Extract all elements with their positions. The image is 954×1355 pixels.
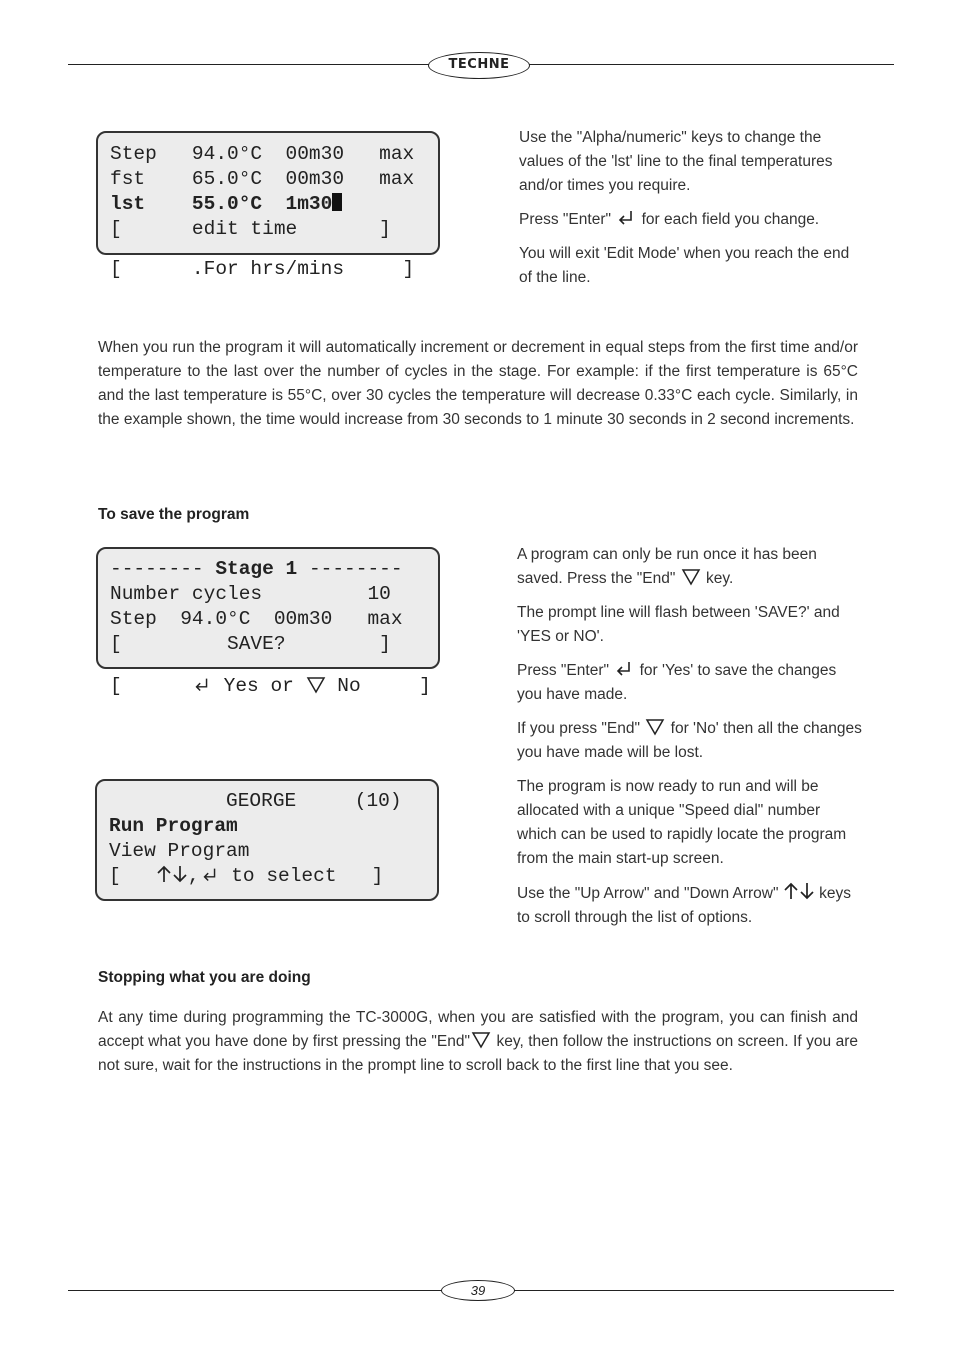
arrow-keys-a: Use the "Up Arrow" and "Down Arrow" [517, 885, 779, 902]
bracket-close: ] [371, 865, 384, 887]
lcd-line-edit: [ edit time ] [110, 218, 391, 240]
stage-label: Stage 1 [215, 558, 298, 580]
arrow-keys-b: keys to scroll through the list of options. [517, 885, 852, 926]
exit-edit-text: You will exit 'Edit Mode' when you reach the end of the line. [519, 245, 850, 286]
bracket-close: ] [419, 675, 431, 697]
lcd-prompt-yes-no [110, 674, 431, 699]
enter-key-icon [200, 866, 220, 884]
enter-text-b: for each field you change. [641, 211, 820, 228]
stop-heading: Stopping what you are doing [98, 969, 311, 986]
to-select-label: to select [231, 865, 337, 887]
down-arrow-icon [799, 881, 815, 901]
lcd-george-line: GEORGE (10) [109, 790, 402, 812]
enter-text [519, 208, 859, 232]
press-enter-b: for 'Yes' to save the changes you have made. [517, 662, 837, 703]
saved-text-a: A program can only be run once it has been saved. Press the "End" [517, 546, 817, 587]
lcd-step-line: Step 94.0°C 00m30 max [110, 608, 403, 630]
techne-logo: TECHNE [428, 52, 530, 79]
comma: , [187, 865, 200, 887]
lcd-run-screen [95, 779, 439, 901]
up-arrow-icon [156, 864, 172, 884]
cursor-block [332, 193, 342, 211]
speed-dial-text: The program is now ready to run and will be allocated with a unique "Speed dial" number which can be used to rapidly locate the program from the main start-up screen. [517, 778, 847, 867]
saved-text [517, 543, 862, 591]
stop-paragraph [98, 1006, 858, 1078]
no-label: No [337, 675, 361, 697]
lcd-line-lst [110, 192, 342, 217]
body-paragraph: When you run the program it will automatically increment or decrement in equal steps from the first time and/or temperature to the last over the number of cycles in the stage. For example: if the first temperature is 65°C and the last temperature is 55°C, over 30 cycles the temperature will decrease 0.33°C each cycle. Similarly, in the example shown, the time would increase from 30 seconds to 1 minute 30 seconds in 2 second increments. [98, 339, 858, 428]
yes-label: Yes [223, 675, 259, 697]
press-enter-text [517, 659, 862, 707]
bracket-open: [ [110, 675, 122, 697]
press-end-a: If you press "End" [517, 720, 641, 737]
press-end-text [517, 717, 862, 765]
bracket-open: [ [109, 865, 121, 887]
lcd-prompt-hrs: [ .For hrs/mins ] [110, 258, 415, 280]
lcd-stage-line [110, 557, 403, 582]
or-label: or [270, 675, 294, 697]
press-end-b: for 'No' then all the changes you have made will be lost. [517, 720, 862, 761]
down-arrow-icon [172, 864, 188, 884]
lcd-select-line [109, 864, 383, 889]
enter-key-icon [613, 660, 635, 678]
right-column-2 [517, 543, 862, 940]
view-program-item: View Program [109, 840, 250, 862]
end-key-icon [470, 1031, 492, 1049]
arrow-keys-text [517, 881, 862, 930]
lcd-cycles-line: Number cycles 10 [110, 583, 391, 605]
end-key-icon [306, 676, 326, 694]
lcd-edit-screen [96, 131, 440, 255]
end-key-icon [680, 568, 702, 586]
saved-text-b: key. [705, 570, 734, 587]
up-arrow-icon [783, 881, 799, 901]
page-number: 39 [441, 1280, 515, 1301]
enter-key-icon [192, 676, 212, 694]
stop-text-a: At any time during programming the TC-3000G, when you are satisfied with the program, you can finish and accept what you have done by first pressing the "End" [98, 1009, 858, 1050]
save-heading: To save the program [98, 506, 250, 523]
lcd-line-step: Step 94.0°C 00m30 max [110, 143, 415, 165]
right-column-1 [519, 126, 859, 300]
alpha-keys-text: Use the "Alpha/numeric" keys to change the values of the 'lst' line to the final temperatures and/or times you require. [519, 129, 833, 194]
flash-text: The prompt line will flash between 'SAVE?' and 'YES or NO'. [517, 604, 840, 645]
press-enter-a: Press "Enter" [517, 662, 609, 679]
lcd-save-line: [ SAVE? ] [110, 633, 391, 655]
end-key-icon [644, 718, 666, 736]
lcd-line-lst-text: lst 55.0°C 1m30 [110, 193, 333, 215]
lcd-line-fst: fst 65.0°C 00m30 max [110, 168, 415, 190]
enter-key-icon [615, 209, 637, 227]
dashes-right: -------- [308, 558, 403, 580]
lcd-save-screen [96, 547, 440, 669]
stop-text-b: key, then follow the instructions on screen. If you are not sure, wait for the instructions in the prompt line to scroll back to the first line that you see. [98, 1033, 858, 1074]
run-program-item: Run Program [109, 815, 238, 837]
dashes-left: -------- [110, 558, 204, 580]
enter-text-a: Press "Enter" [519, 211, 611, 228]
